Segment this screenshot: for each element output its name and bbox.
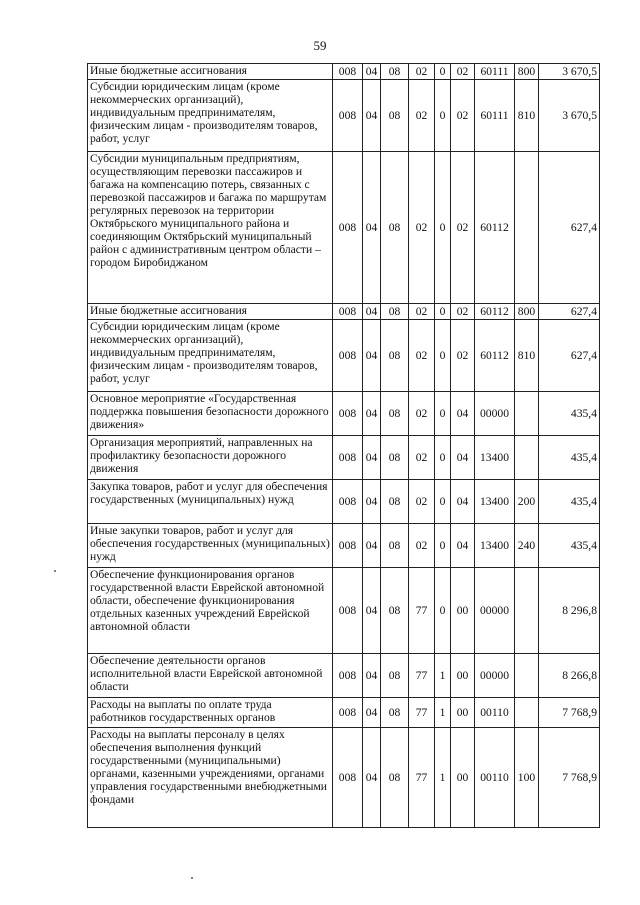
grbs-code: 008: [333, 152, 363, 304]
expense-type-code: [515, 654, 539, 698]
program-code: 02: [409, 64, 435, 80]
expense-type-code: [515, 392, 539, 436]
table-row: [88, 152, 600, 304]
subsection-code: 08: [381, 304, 409, 320]
row-name: Основное мероприятие «Государственная поддержка повышения безопасности дорожного движения»: [88, 392, 333, 436]
row-name: Расходы на выплаты по оплате труда работников государственных органов: [88, 698, 333, 728]
table-row: [88, 304, 600, 320]
subprogram-code: 0: [435, 568, 451, 654]
direction-code: 00110: [475, 698, 515, 728]
subprogram-code: 0: [435, 64, 451, 80]
row-name: Иные закупки товаров, работ и услуг для обеспечения государственных (муниципальных) нужд: [88, 524, 333, 568]
table-row: [88, 524, 600, 568]
direction-code: 00110: [475, 728, 515, 828]
grbs-code: 008: [333, 480, 363, 524]
amount: 435,4: [539, 480, 600, 524]
table-row: [88, 480, 600, 524]
section-code: 04: [363, 728, 381, 828]
subprogram-code: 0: [435, 392, 451, 436]
row-name: Закупка товаров, работ и услуг для обеспечения государственных (муниципальных) нужд: [88, 480, 333, 524]
table-row: [88, 698, 600, 728]
subsection-code: 08: [381, 80, 409, 152]
activity-code: 04: [451, 524, 475, 568]
subprogram-code: 0: [435, 152, 451, 304]
direction-code: 60111: [475, 80, 515, 152]
direction-code: 00000: [475, 568, 515, 654]
program-code: 02: [409, 436, 435, 480]
direction-code: 00000: [475, 392, 515, 436]
activity-code: 02: [451, 304, 475, 320]
expense-type-code: [515, 698, 539, 728]
page-number: 59: [313, 38, 327, 53]
activity-code: 00: [451, 728, 475, 828]
grbs-code: 008: [333, 320, 363, 392]
amount: 8 296,8: [539, 568, 600, 654]
activity-code: 00: [451, 698, 475, 728]
subsection-code: 08: [381, 480, 409, 524]
scan-speck: [54, 570, 56, 572]
expense-type-code: 800: [515, 304, 539, 320]
expense-type-code: [515, 436, 539, 480]
grbs-code: 008: [333, 698, 363, 728]
section-code: 04: [363, 524, 381, 568]
table-row: [88, 64, 600, 80]
table-row: [88, 392, 600, 436]
budget-table: [87, 63, 600, 828]
row-name: Субсидии юридическим лицам (кроме некоммерческих организаций), индивидуальным предпринимателям, физическим лицам - производителям товаров, работ, услуг: [88, 80, 333, 152]
expense-type-code: 800: [515, 64, 539, 80]
subprogram-code: 0: [435, 524, 451, 568]
amount: 435,4: [539, 524, 600, 568]
row-name: Иные бюджетные ассигнования: [88, 304, 333, 320]
grbs-code: 008: [333, 524, 363, 568]
program-code: 02: [409, 80, 435, 152]
subprogram-code: 1: [435, 698, 451, 728]
expense-type-code: [515, 152, 539, 304]
section-code: 04: [363, 392, 381, 436]
program-code: 77: [409, 728, 435, 828]
activity-code: 02: [451, 64, 475, 80]
amount: 435,4: [539, 392, 600, 436]
row-name: Субсидии юридическим лицам (кроме некоммерческих организаций), индивидуальным предпринимателям, физическим лицам - производителям товаров, работ, услуг: [88, 320, 333, 392]
amount: 3 670,5: [539, 64, 600, 80]
activity-code: 04: [451, 480, 475, 524]
grbs-code: 008: [333, 436, 363, 480]
section-code: 04: [363, 304, 381, 320]
amount: 3 670,5: [539, 80, 600, 152]
grbs-code: 008: [333, 654, 363, 698]
table-row: [88, 568, 600, 654]
expense-type-code: 100: [515, 728, 539, 828]
program-code: 02: [409, 320, 435, 392]
grbs-code: 008: [333, 80, 363, 152]
expense-type-code: [515, 568, 539, 654]
section-code: 04: [363, 320, 381, 392]
row-name: Иные бюджетные ассигнования: [88, 64, 333, 80]
subsection-code: 08: [381, 568, 409, 654]
subsection-code: 08: [381, 152, 409, 304]
activity-code: 02: [451, 152, 475, 304]
subprogram-code: 0: [435, 480, 451, 524]
subsection-code: 08: [381, 64, 409, 80]
grbs-code: 008: [333, 304, 363, 320]
direction-code: 60111: [475, 64, 515, 80]
amount: 627,4: [539, 320, 600, 392]
table-row: [88, 320, 600, 392]
subsection-code: 08: [381, 654, 409, 698]
expense-type-code: 200: [515, 480, 539, 524]
section-code: 04: [363, 436, 381, 480]
grbs-code: 008: [333, 728, 363, 828]
program-code: 02: [409, 392, 435, 436]
direction-code: 60112: [475, 320, 515, 392]
row-name: Обеспечение функционирования органов государственной власти Еврейской автономной области, обеспечение функционирования отдельных казенных учреждений Еврейской автономной области: [88, 568, 333, 654]
activity-code: 00: [451, 654, 475, 698]
subsection-code: 08: [381, 524, 409, 568]
row-name: Обеспечение деятельности органов исполнительной власти Еврейской автономной области: [88, 654, 333, 698]
direction-code: 60112: [475, 304, 515, 320]
section-code: 04: [363, 64, 381, 80]
grbs-code: 008: [333, 392, 363, 436]
subsection-code: 08: [381, 320, 409, 392]
direction-code: 60112: [475, 152, 515, 304]
amount: 627,4: [539, 152, 600, 304]
section-code: 04: [363, 698, 381, 728]
grbs-code: 008: [333, 568, 363, 654]
section-code: 04: [363, 480, 381, 524]
table-row: [88, 654, 600, 698]
activity-code: 00: [451, 568, 475, 654]
subsection-code: 08: [381, 698, 409, 728]
section-code: 04: [363, 152, 381, 304]
subprogram-code: 1: [435, 654, 451, 698]
row-name: Субсидии муниципальным предприятиям, осуществляющим перевозки пассажиров и багажа на компенсацию потерь, связанных с перевозкой пассажиров и багажа по маршрутам регулярных перевозок на территории Октябрьского муниципального района и соединяющим Октябрьский муниципальный район с административным центром области – городом Биробиджаном: [88, 152, 333, 304]
amount: 7 768,9: [539, 728, 600, 828]
table-row: [88, 80, 600, 152]
row-name: Организация мероприятий, направленных на профилактику безопасности дорожного движения: [88, 436, 333, 480]
grbs-code: 008: [333, 64, 363, 80]
direction-code: 13400: [475, 524, 515, 568]
table-row: [88, 436, 600, 480]
amount: 7 768,9: [539, 698, 600, 728]
section-code: 04: [363, 654, 381, 698]
expense-type-code: 810: [515, 80, 539, 152]
program-code: 77: [409, 698, 435, 728]
expense-type-code: 810: [515, 320, 539, 392]
direction-code: 13400: [475, 480, 515, 524]
subprogram-code: 1: [435, 728, 451, 828]
subprogram-code: 0: [435, 436, 451, 480]
program-code: 77: [409, 568, 435, 654]
section-code: 04: [363, 80, 381, 152]
scan-speck: [191, 877, 193, 879]
program-code: 02: [409, 304, 435, 320]
activity-code: 02: [451, 80, 475, 152]
subsection-code: 08: [381, 728, 409, 828]
subprogram-code: 0: [435, 320, 451, 392]
direction-code: 13400: [475, 436, 515, 480]
subsection-code: 08: [381, 436, 409, 480]
program-code: 02: [409, 480, 435, 524]
expense-type-code: 240: [515, 524, 539, 568]
subprogram-code: 0: [435, 304, 451, 320]
amount: 627,4: [539, 304, 600, 320]
activity-code: 04: [451, 436, 475, 480]
program-code: 02: [409, 524, 435, 568]
subsection-code: 08: [381, 392, 409, 436]
program-code: 02: [409, 152, 435, 304]
amount: 8 266,8: [539, 654, 600, 698]
row-name: Расходы на выплаты персоналу в целях обеспечения выполнения функций государственными (муниципальными) органами, казенными учреждениями, органами управления государственными внебюджетными фондами: [88, 728, 333, 828]
amount: 435,4: [539, 436, 600, 480]
subprogram-code: 0: [435, 80, 451, 152]
section-code: 04: [363, 568, 381, 654]
table-body: [88, 64, 600, 828]
program-code: 77: [409, 654, 435, 698]
direction-code: 00000: [475, 654, 515, 698]
table-row: [88, 728, 600, 828]
activity-code: 04: [451, 392, 475, 436]
activity-code: 02: [451, 320, 475, 392]
